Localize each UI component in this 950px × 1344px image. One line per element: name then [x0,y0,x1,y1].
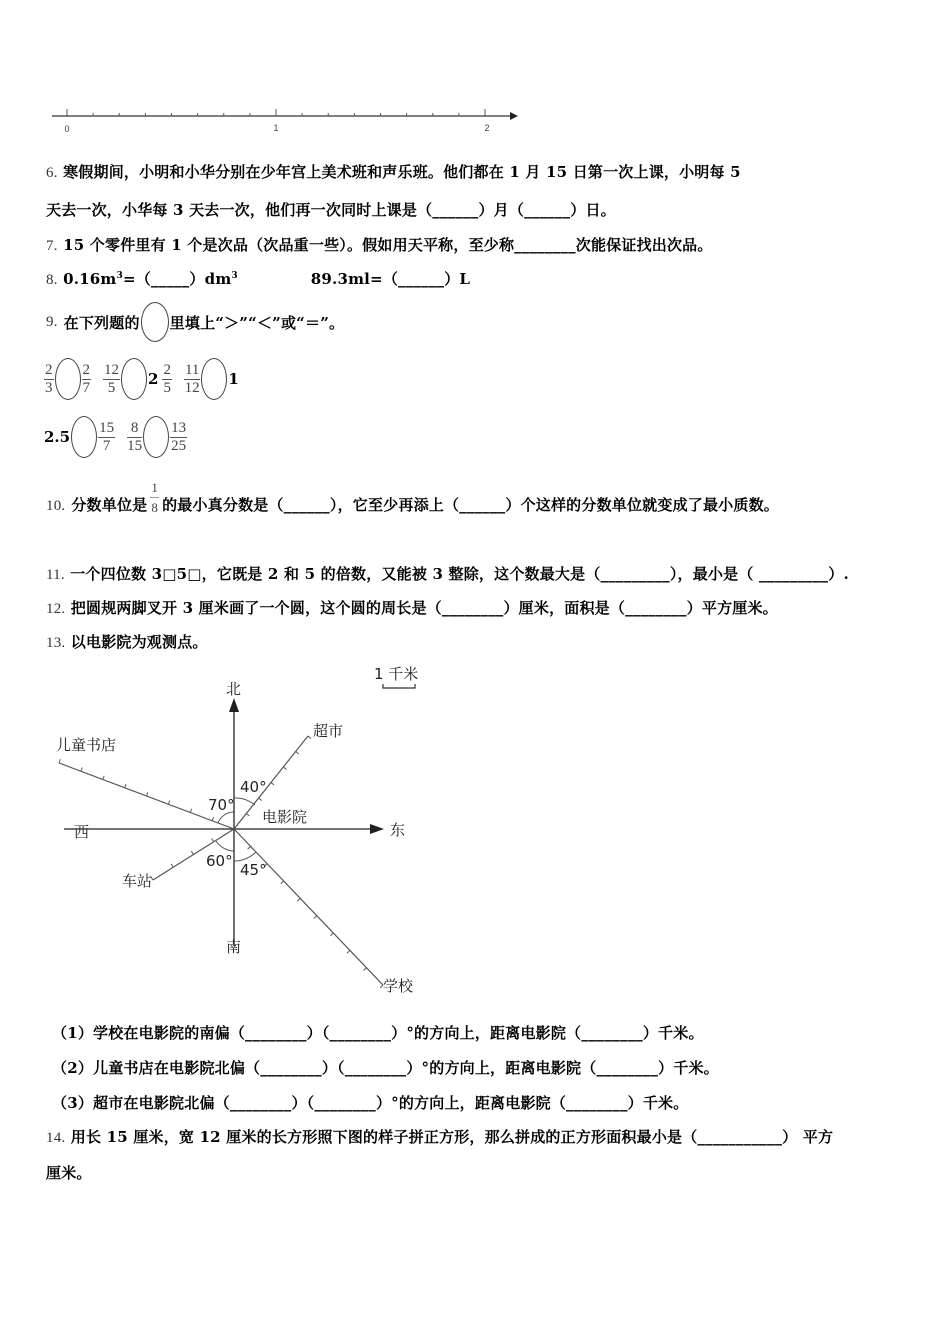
question-13-sub-1 [52,1022,704,1043]
question-text: 的最小真分数是（______），它至少再添上（______）个这样的分数单位就变成了最小质数。 [162,496,779,514]
question-number: 13. [46,635,66,651]
question-number: 7. [46,238,58,254]
whole-number: 1 [228,370,239,388]
label-north: 北 [226,680,242,698]
question-number: 10. [46,498,66,514]
number-line-label-0: 0 [64,124,70,134]
scale-label: 1 千米 [374,665,419,683]
fraction: $\frac{2}{7}$ [82,361,90,396]
question-text: （3）超市在电影院北偏（________）（________）°的方向上，距离电影院（________）千米。 [52,1094,689,1112]
decimal-number: 2.5 [44,428,71,446]
whole-number: 2 [148,370,159,388]
label-east: 东 [390,821,406,839]
oval-symbol-icon [141,302,169,342]
fraction: $\frac{2}{5}$ [163,361,171,396]
question-7 [46,234,713,255]
question-text: （2）儿童书店在电影院北偏（________）（________）°的方向上，距离电影院（________）千米。 [52,1059,719,1077]
comparison-blank[interactable] [71,416,97,458]
ray-school [234,829,383,985]
comparison-row-2 [44,416,187,458]
question-9 [46,302,344,342]
question-number: 6. [46,165,58,181]
question-text: 分数单位是 [71,496,148,514]
fraction: $\frac{13}{25}$ [171,419,187,454]
scale-bar-icon [383,684,415,688]
label-cinema: 电影院 [262,808,308,826]
comparison-row-1 [44,358,239,400]
question-14-line-2 [46,1162,92,1183]
number-line [40,100,530,140]
fraction: $\frac{2}{3}$ [45,361,53,396]
angle-45: 45° [240,861,267,879]
fraction: $\frac{11}{12}$ [184,361,200,396]
question-text: 把圆规两脚叉开 3 厘米画了一个圆，这个圆的周长是（________）厘米，面积是（________）平方厘米。 [70,599,778,617]
label-bookstore: 儿童书店 [56,736,117,754]
question-text: 一个四位数 3□5□，它既是 2 和 5 的倍数，又能被 3 整除，这个数最大是（_________），最小是（ _________）. [70,565,849,583]
east-arrow-icon [370,824,384,834]
number-line-label-1: 1 [273,123,279,133]
fraction: $\frac{15}{7}$ [99,419,115,454]
direction-diagram [40,660,440,1000]
question-8-part-2: 89.3ml=（______）L [310,270,471,288]
question-text: 天去一次，小华每 3 天去一次，他们再一次同时上课是（______）月（______）日。 [46,201,616,219]
angle-60: 60° [206,852,233,870]
question-6-line-1 [46,161,741,182]
question-11 [46,563,849,584]
question-13 [46,631,208,652]
fraction: $\frac{8}{15}$ [127,419,143,454]
question-text: 用长 15 厘米，宽 12 厘米的长方形照下图的样子拼正方形，那么拼成的正方形面积最小是（___________） 平方 [70,1128,834,1146]
angle-70: 70° [208,796,235,814]
question-text: 里填上“＞”“＜”或“＝”。 [169,313,345,332]
label-south: 南 [226,938,242,956]
fraction: $\frac{12}{5}$ [104,361,119,396]
question-number: 14. [46,1130,66,1146]
question-number: 12. [46,601,66,617]
north-arrow-icon [229,698,239,712]
question-text: 厘米。 [46,1164,92,1182]
fraction: $\frac{1}{8}$ [151,480,159,515]
question-6-line-2 [46,199,616,220]
question-14-line-1 [46,1126,833,1147]
angle-40: 40° [240,778,267,796]
question-8-part-1: $0.16m^3=(\_\_\_\_\_)dm^3$ [63,270,238,288]
question-number: 11. [46,567,65,583]
question-13-sub-2 [52,1057,719,1078]
question-text: 以电影院为观测点。 [70,633,208,651]
label-station: 车站 [122,872,153,890]
comparison-blank[interactable] [143,416,169,458]
question-text: 15 个零件里有 1 个是次品（次品重一些）。假如用天平称，至少称________次能保证找出次品。 [63,236,713,254]
question-8 [46,268,470,289]
comparison-blank[interactable] [121,358,147,400]
question-text: （1）学校在电影院的南偏（________）（________）°的方向上，距离电影院（________）千米。 [52,1024,704,1042]
question-number: 9. [46,313,58,330]
question-10 [46,478,779,517]
label-school: 学校 [383,977,414,995]
question-text: 在下列题的 [63,313,140,332]
question-number: 8. [46,272,58,288]
question-13-sub-3 [52,1092,688,1113]
label-supermarket: 超市 [313,722,344,740]
label-west: 西 [74,823,90,841]
comparison-blank[interactable] [55,358,81,400]
question-text: 寒假期间，小明和小华分别在少年宫上美术班和声乐班。他们都在 1 月 15 日第一次上课，小明每 5 [63,163,741,181]
comparison-blank[interactable] [201,358,227,400]
number-line-label-2: 2 [484,123,490,133]
question-12 [46,597,778,618]
